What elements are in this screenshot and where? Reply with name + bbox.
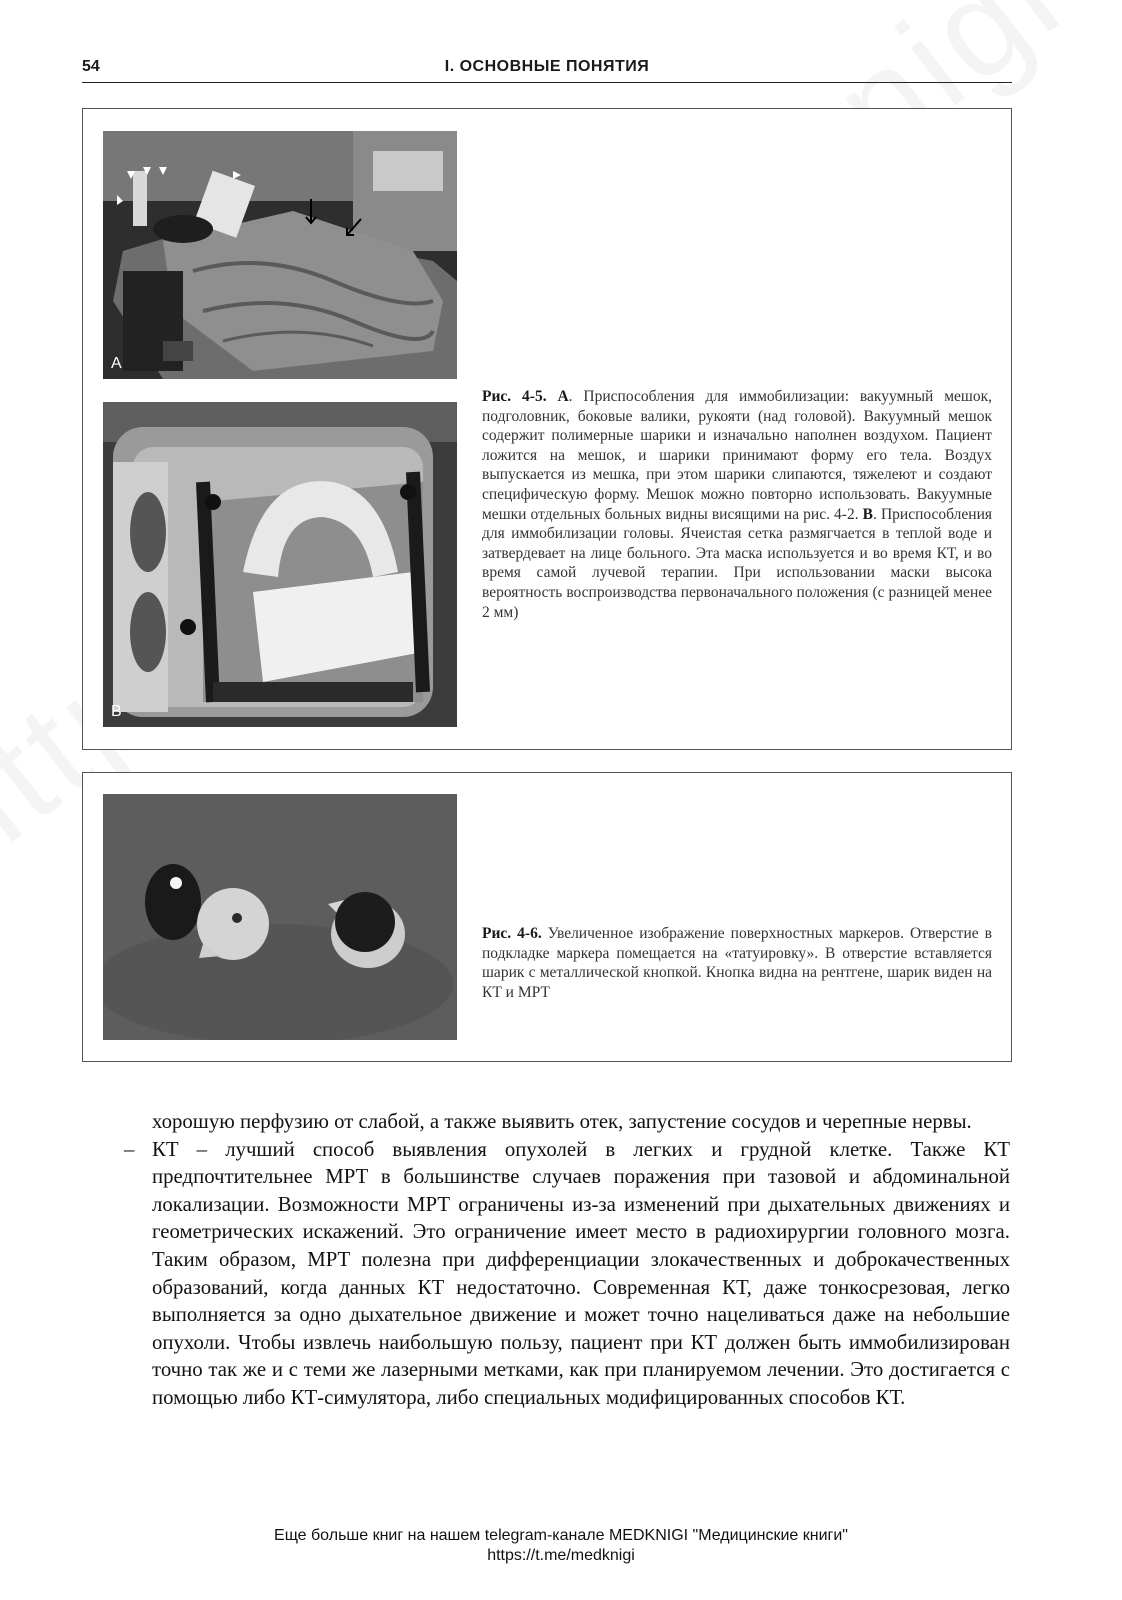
footer-promo: Еще больше книг на нашем telegram-канале MEDKNIGI "Медицинские книги" <box>274 1527 848 1544</box>
bullet-item-ct <box>124 1136 1010 1412</box>
footer-link[interactable]: https://t.me/medknigi <box>487 1547 635 1564</box>
photo-vacuum-bag <box>103 131 457 379</box>
figure-4-5-caption <box>482 387 992 622</box>
photo-surface-markers <box>103 794 457 1040</box>
caption-panel-a: А <box>557 388 569 405</box>
photo-head-mask <box>103 402 457 727</box>
paragraph-continuation: хорошую перфузию от слабой, а также выявить отек, запустение сосудов и черепные нервы. <box>152 1110 972 1133</box>
panel-label-a: A <box>111 355 122 372</box>
body-text <box>124 1108 1010 1412</box>
bullet-dash: – <box>124 1137 135 1161</box>
caption-label: Рис. 4-5. <box>482 388 547 405</box>
figure-4-5 <box>82 108 1012 750</box>
panel-label-b: B <box>111 703 122 720</box>
page-number: 54 <box>82 58 100 75</box>
bullet-text: КТ – лучший способ выявления опухолей в легких и грудной клетке. Также КТ предпочтительнее МРТ в большинстве случаев поражения при тазовой и абдоминальной локализации. Возможности МРТ ограничены из-за изменений при дыхательных движениях и геометрических искажений. Это ограничение имеет место в радиохирургии головного мозга. Таким образом, МРТ полезна при дифференциации злокачественных и доброкачественных образований, когда данных КТ недостаточно. Современная КТ, даже тонкосрезовая, легко выполняется за одно дыхательное движение и может точно нацеливаться даже на небольшие опухоли. Чтобы извлечь наибольшую пользу, пациент при КТ должен быть иммобилизирован точно так же и с теми же лазерными метками, как при планируемом лечении. Это достигается с помощью либо КТ-симулятора, либо специальных модифицированных способов КТ. <box>152 1137 1010 1409</box>
caption-label: Рис. 4-6. <box>482 925 542 942</box>
running-head: I. ОСНОВНЫЕ ПОНЯТИЯ <box>444 58 650 75</box>
caption-text: Увеличенное изображение поверхностных маркеров. Отверстие в подкладке маркера помещается на «татуировку». В отверстие вставляется шарик с металлической кнопкой. Кнопка видна на рентгене, шарик виден на КТ и МРТ <box>482 925 992 1001</box>
caption-text-part1: . Приспособления для иммобилизации: вакуумный мешок, подголовник, боковые валики, рукояти (над головой). Вакуумный мешок содержит полимерные шарики и изначально наполнен воздухом. Пациент ложится на мешок, и шарики принимают форму его тела. Воздух выпускается из мешка, при этом шарики слипаются, тяжелеют и создают специфическую форму. Мешок можно повторно использовать. Вакуумные мешки отдельных больных видны висящими на рис. 4-2. <box>482 388 992 523</box>
figure-4-6 <box>82 772 1012 1062</box>
caption-panel-b: В <box>862 505 874 523</box>
figure-4-6-caption <box>482 924 992 1002</box>
page-header <box>82 56 1012 83</box>
caption-text-part2: . Приспособления для иммобилизации головы. Ячеистая сетка размягчается в теплой воде и затвердевает на лице больного. Эта маска используется и во время КТ, и во время самой лучевой терапии. При использовании маски высока вероятность воспроизводства первоначального положения (с разницей менее 2 мм) <box>482 505 992 621</box>
